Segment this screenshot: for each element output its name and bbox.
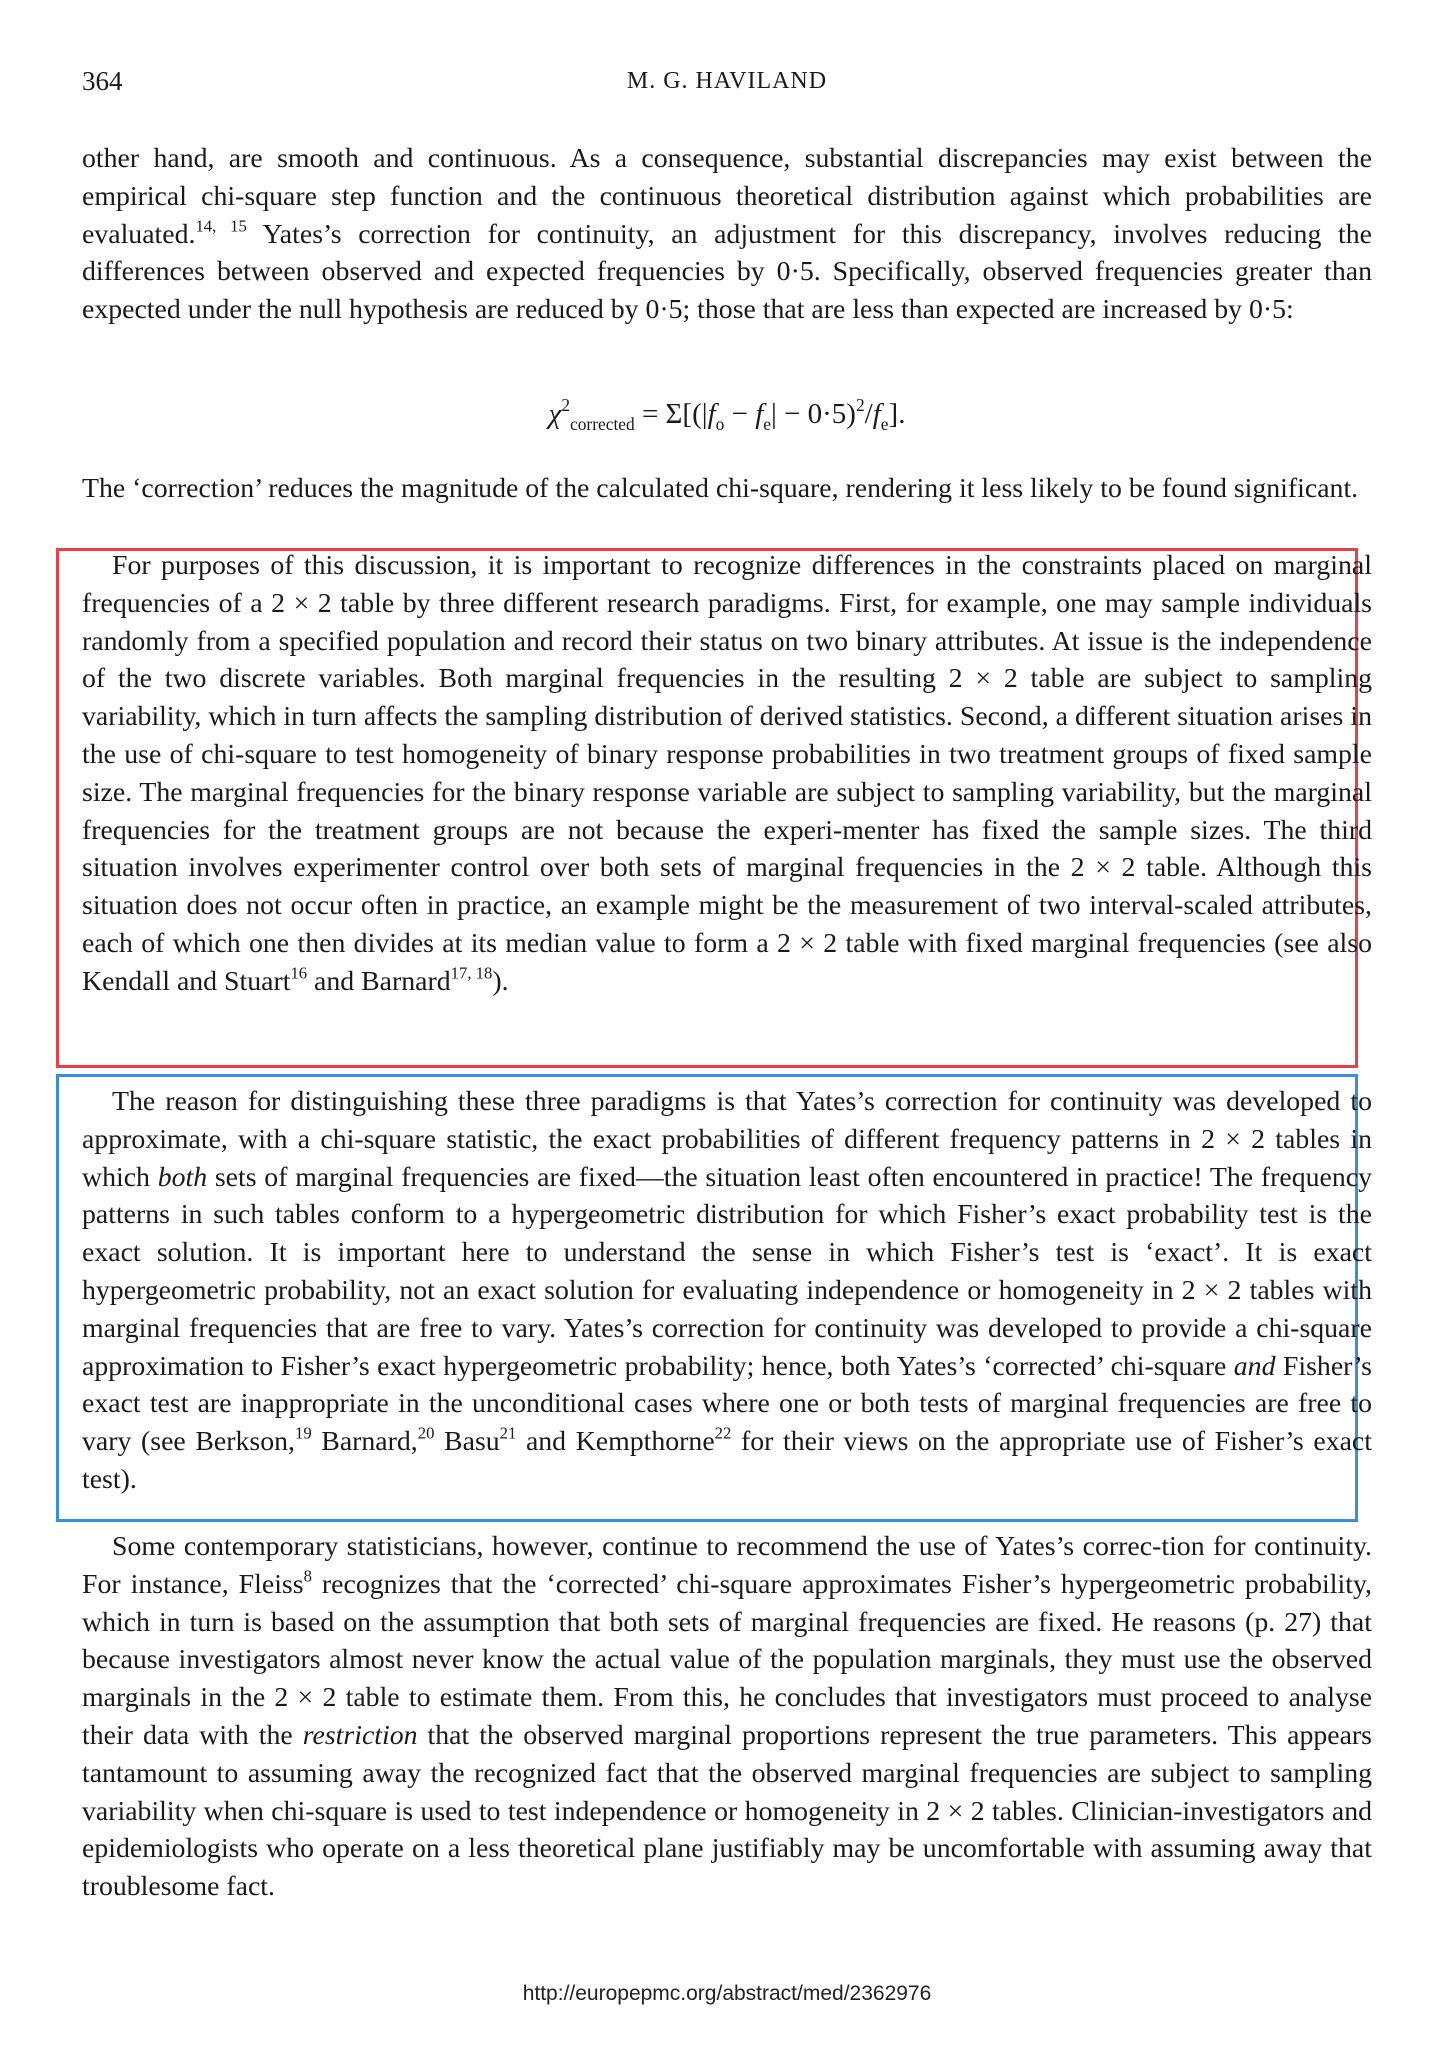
eq-part: = Σ[(|	[634, 398, 708, 430]
running-head: M. G. HAVILAND	[626, 68, 828, 94]
page-number: 364	[82, 66, 123, 96]
citation-sup: 22	[714, 1423, 732, 1443]
para-blue-text: and Kempthorne	[516, 1426, 715, 1458]
eq-part: −	[724, 398, 756, 430]
paragraph-paradigms	[82, 547, 1372, 1001]
intro-text-1: other hand, are smooth and continuous. As a consequence, substantial discrepancies may exist between the empirical chi-square step function and the continuous theoretical distribution against which probabilities are evaluated.	[82, 143, 1372, 250]
para-red-text-3: ).	[492, 965, 509, 997]
paragraph-after-equation: The ‘correction’ reduces the magnitude of the calculated chi-square, rendering it less likely to be found significant.	[82, 473, 1359, 504]
citation-sup: 8	[303, 1566, 312, 1586]
para-red-text-1: For purposes of this discussion, it is important to recognize differences in the constraints placed on marginal frequencies of a 2 × 2 table by three different research paradigms. First, for example, one may sample individuals randomly from a specified population and record their status on two binary attributes. At issue is the independence of the two discrete variables. Both marginal frequencies in the resulting 2 × 2 table are subject to sampling variability, which in turn affects the sampling distribution of derived statistics. Second, a different situation arises in the use of chi-square to test homogeneity of binary response probabilities in two treatment groups of fixed sample size. The marginal frequencies for the binary response variable are subject to sampling variability, but the marginal frequencies for the treatment groups are not because the experi-menter has fixed the sample sizes. The third situation involves experimenter control over both sets of marginal frequencies in the 2 × 2 table. Although this situation does not occur often in practice, an example might be the measurement of two interval-scaled attributes, each of which one then divides at its median value to form a 2 × 2 table with fixed marginal frequencies (see also Kendall and Stuart	[82, 550, 1372, 997]
eq-sub: corrected	[570, 413, 635, 434]
intro-text-2: Yates’s correction for continuity, an adjustment for this discrepancy, involves reducing the differences between observed and expected frequencies by 0·5. Specifically, observed frequencies greater than expected under the null hypothesis are reduced by 0·5; those that are less than expected are increased by 0·5:	[82, 218, 1372, 326]
eq-part: ].	[888, 398, 906, 430]
emphasis: and	[1233, 1350, 1276, 1382]
eq-part: | − 0·5)	[770, 398, 856, 430]
paragraph-contemporary	[82, 1528, 1372, 1906]
para-blue-text: sets of marginal frequencies are fixed—the situation least often encountered in practice! The frequency patterns in such tables conform to a hypergeometric distribution for which Fisher’s exact probability test is the exact solution. It is important here to understand the sense in which Fisher’s test is ‘exact’. It is exact hypergeometric probability, not an exact solution for evaluating independence or homogeneity in 2 × 2 tables with marginal frequencies that are free to vary. Yates’s correction for continuity was developed to provide a chi-square approximation to Fisher’s exact hypergeometric probability; hence, both Yates’s ‘corrected’ chi-square	[82, 1161, 1372, 1382]
eq-var: f	[755, 398, 764, 430]
citation-sup: 16	[290, 963, 308, 983]
paragraph-reason	[82, 1083, 1372, 1499]
citation-sup: 20	[417, 1423, 435, 1443]
para-blue-text: The reason for distinguishing these three paradigms is that Yates’s correction for continuity was developed to approximate, with a chi-square statistic, the exact probabilities of different frequency patterns in 2 × 2 tables in which	[82, 1086, 1372, 1193]
para-last-text: Some contemporary statisticians, however, continue to recommend the use of Yates’s correc-tion for continuity. For instance, Fleiss	[82, 1531, 1372, 1600]
eq-var: f	[707, 398, 716, 430]
emphasis: restriction	[302, 1719, 418, 1751]
paragraph-intro	[82, 140, 1372, 329]
para-blue-text: Fisher’s exact test are inappropriate in the unconditional cases where one or both tests of marginal frequencies are free to vary (see Berkson,	[82, 1350, 1372, 1458]
para-last-text: recognizes that the ‘corrected’ chi-square approximates Fisher’s hypergeometric probability, which in turn is based on the assumption that both sets of marginal frequencies are fixed. He reasons (p. 27) that because investigators almost never know the actual value of the population marginals, they must use the observed marginals in the 2 × 2 table to estimate them. From this, he concludes that investigators must proceed to analyse their data with the	[82, 1568, 1372, 1751]
eq-part: /	[864, 398, 873, 430]
eq-sub: e	[763, 413, 771, 434]
citation-sup: 17, 18	[450, 963, 493, 983]
citation-sup: 14, 15	[195, 215, 247, 235]
eq-sup: 2	[561, 394, 571, 415]
eq-sub: e	[880, 413, 889, 434]
eq-var: f	[872, 398, 881, 430]
page-header	[82, 66, 1372, 100]
para-blue-text: Basu	[434, 1426, 500, 1458]
emphasis: both	[157, 1161, 208, 1193]
eq-sup: 2	[855, 394, 865, 415]
citation-sup: 21	[499, 1423, 517, 1443]
citation-sup: 19	[294, 1423, 312, 1443]
para-red-text-2: and Barnard	[307, 965, 451, 997]
equation-chi-square-corrected	[82, 394, 1372, 435]
para-blue-text: for their views on the appropriate use of Fisher’s exact test).	[82, 1426, 1372, 1495]
chi-symbol: χ	[548, 398, 562, 430]
para-last-text: that the observed marginal proportions represent the true parameters. This appears tantamount to assuming away the recognized fact that the observed marginal frequencies are subject to sampling variability when chi-square is used to test independence or homogeneity in 2 × 2 tables. Clinician-investigators and epidemiologists who operate on a less theoretical plane justifiably may be uncomfortable with assuming away that troublesome fact.	[82, 1719, 1372, 1903]
footer-url: http://europepmc.org/abstract/med/2362976	[522, 1982, 932, 2005]
eq-sub: o	[715, 413, 725, 434]
para-blue-text: Barnard,	[311, 1426, 418, 1458]
